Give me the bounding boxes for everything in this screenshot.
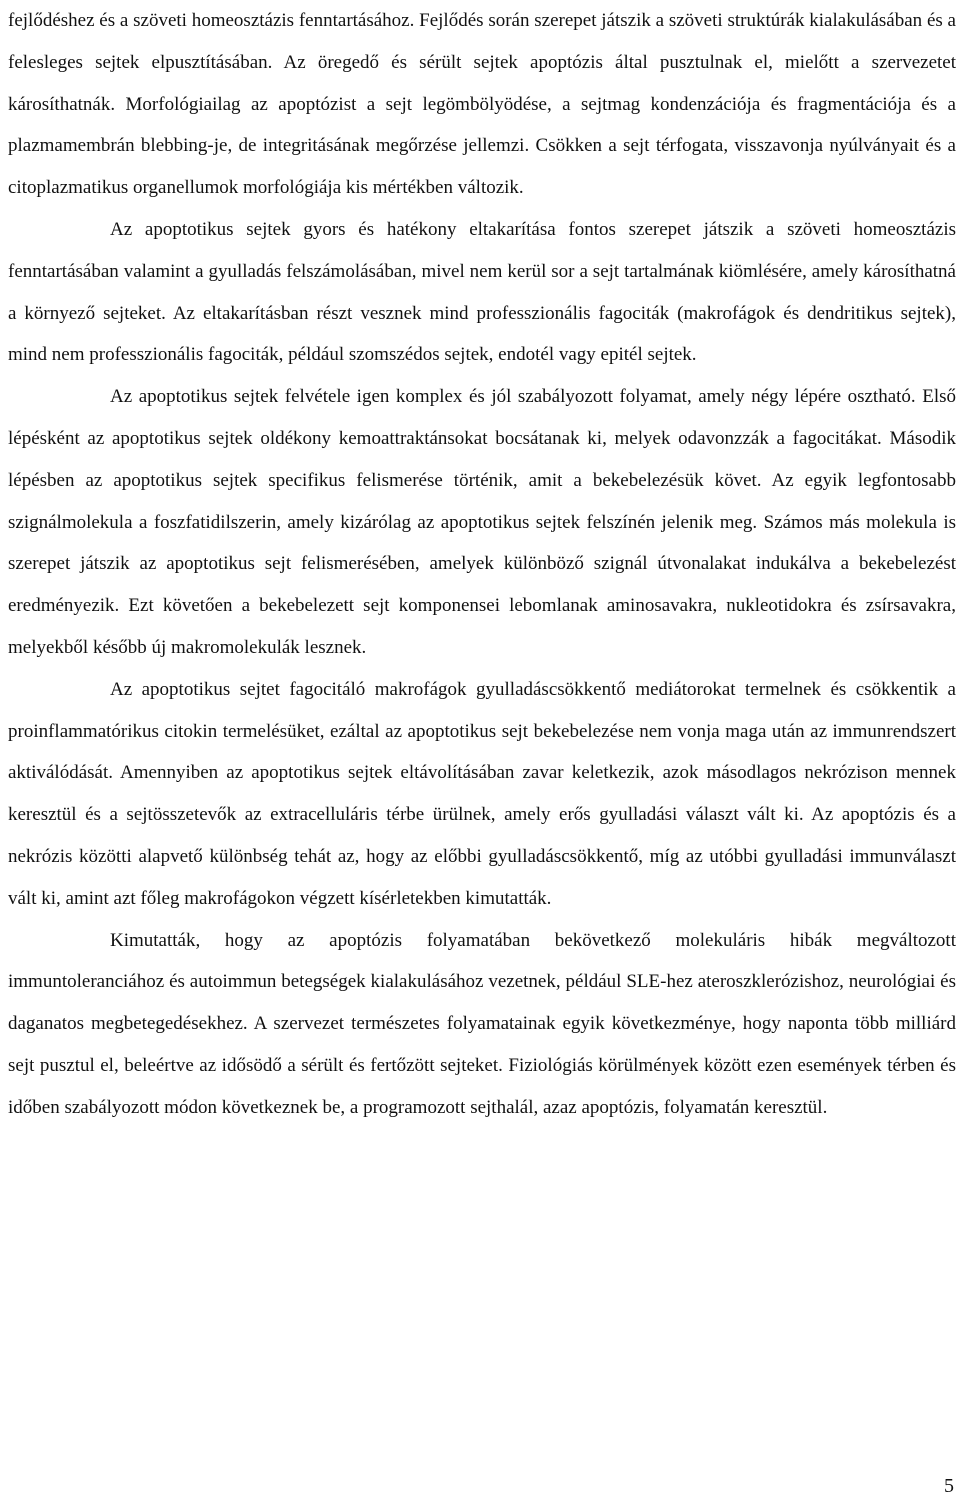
paragraph-2: Az apoptotikus sejtek gyors és hatékony eltakarítása fontos szerepet játszik a szöveti homeosztázis fenntartásában valamint a gyulladás felszámolásában, mivel nem kerül sor a sejt tartalmának kiömlésére, amely károsíthatná a környező sejteket. Az eltakarításban részt vesznek mind professzionális fagociták (makrofágok és dendritikus sejtek), mind nem professzionális fagociták, például szomszédos sejtek, endotél vagy epitél sejtek. — [8, 218, 956, 366]
paragraph-5: Kimutatták, hogy az apoptózis folyamatában bekövetkező molekuláris hibák megváltozott immuntoleranciához és autoimmun betegségek kialakulásához vezetnek, például SLE-hez ateroszklerózishoz, neurológiai és daganatos megbetegedésekhez. A szervezet természetes folyamatainak egyik következménye, hogy naponta több milliárd sejt pusztul el, beleértve az idősödő a sérült és fertőzött sejteket. Fiziológiás körülmények között ezen események térben és időben szabályozott módon következnek be, a programozott sejthalál, azaz apoptózis, folyamatán keresztül. — [8, 929, 956, 1118]
page-number: 5 — [944, 1475, 954, 1497]
paragraph-1: fejlődéshez és a szöveti homeosztázis fenntartásához. Fejlődés során szerepet játszik a szöveti struktúrák kialakulásában és a felesleges sejtek elpusztításában. Az öregedő és sérült sejtek apoptózis által pusztulnak el, mielőtt a szervezetet károsíthatnák. Morfológiailag az apoptózist a sejt legömbölyödése, a sejtmag kondenzációja és fragmentációja és a plazmamembrán blebbing-je, de integritásának megőrzése jellemzi. Csökken a sejt térfogata, visszavonja nyúlványait és a citoplazmatikus organellumok morfológiája kis mértékben változik. — [8, 10, 956, 199]
paragraph-4: Az apoptotikus sejtet fagocitáló makrofágok gyulladáscsökkentő mediátorokat termelnek és csökkentik a proinflammatórikus citokin termelésüket, ezáltal az apoptotikus sejt bekebelezése nem vonja maga után az immunrendszert aktiválódását. Amennyiben az apoptotikus sejtek eltávolításában zavar keletkezik, azok másodlagos nekrózison mennek keresztül és a sejtösszetevők az extracelluláris térbe ürülnek, amely erős gyulladási választ vált ki. Az apoptózis és a nekrózis közötti alapvető különbség tehát az, hogy az előbbi gyulladáscsökkentő, míg az utóbbi gyulladási immunválaszt vált ki, amint azt főleg makrofágokon végzett kísérletekben kimutatták. — [8, 678, 956, 909]
paragraph-3: Az apoptotikus sejtek felvétele igen komplex és jól szabályozott folyamat, amely négy lépére osztható. Első lépésként az apoptotikus sejtek oldékony kemoattraktánsokat bocsátanak ki, melyek odavonzzák a fagocitákat. Második lépésben az apoptotikus sejtek specifikus felismerése történik, amit a bekebelezésük követ. Az egyik legfontosabb szignálmolekula a foszfatidilszerin, amely kizárólag az apoptotikus sejtek felszínén jelenik meg. Számos más molekula is szerepet játszik az apoptotikus sejt felismerésében, amelyek különböző szignál útvonalakat indukálva a bekebelezést eredményezik. Ezt követően a bekebelezett sejt komponensei lebomlanak aminosavakra, nukleotidokra és zsírsavakra, melyekből később új makromolekulák lesznek. — [8, 386, 956, 658]
body-text — [8, 0, 956, 1129]
document-page — [8, 0, 956, 1508]
